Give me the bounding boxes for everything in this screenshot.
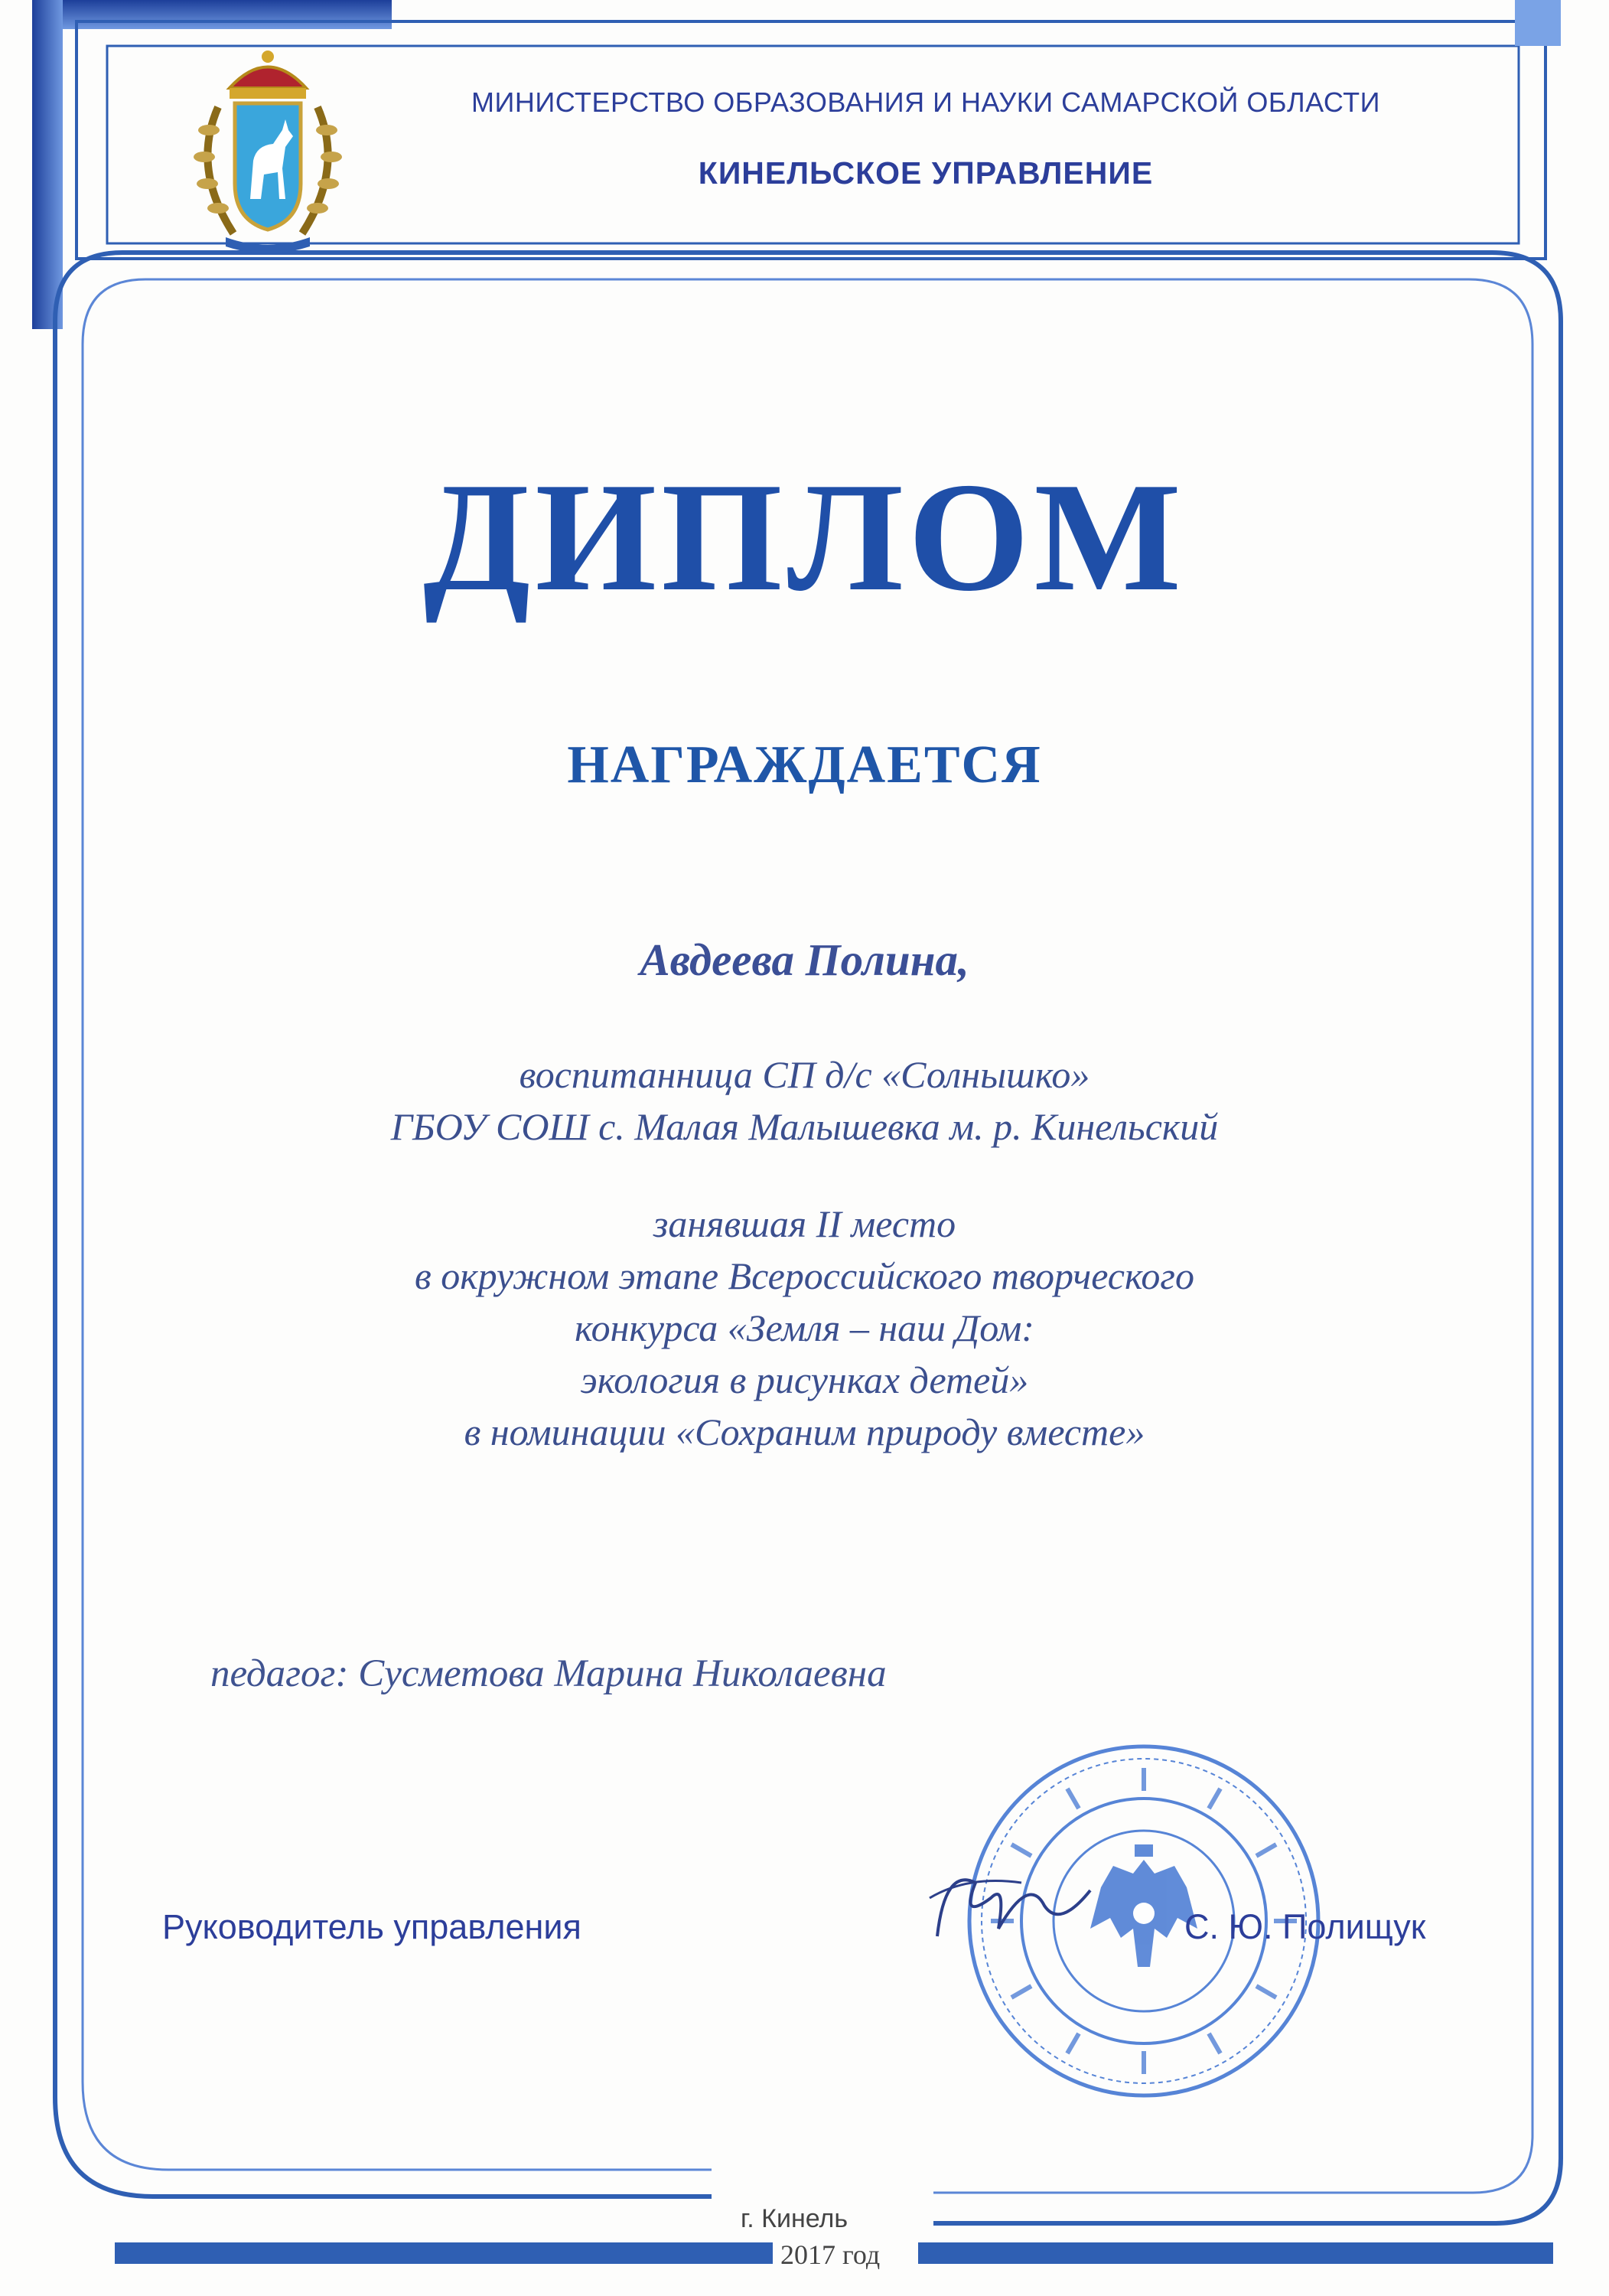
achievement-line: в окружном этапе Всероссийского творческого [415,1254,1194,1297]
samara-coat-of-arms-icon [187,46,348,253]
affiliation-block [0,1049,1609,1153]
achievement-line: экология в рисунках детей» [580,1358,1029,1401]
affiliation-line: воспитанница СП д/с «Солнышко» [519,1053,1090,1096]
ministry-title: МИНИСТЕРСТВО ОБРАЗОВАНИЯ И НАУКИ САМАРСКОЙ ОБЛАСТИ [471,86,1381,118]
department-title: КИНЕЛЬСКОЕ УПРАВЛЕНИЕ [698,155,1154,191]
achievement-block [0,1198,1609,1458]
signatory-role: Руководитель управления [162,1907,581,1946]
achievement-line: конкурса «Земля – наш Дом: [575,1306,1034,1349]
teacher-line: педагог: Сусметова Марина Николаевна [210,1652,887,1695]
awarded-heading: НАГРАЖДАЕТСЯ [567,735,1042,794]
signatory-name: С. Ю. Полищук [1184,1907,1426,1946]
achievement-line: в номинации «Сохраним природу вместе» [464,1411,1145,1453]
year-label: 2017 год [780,2239,881,2270]
recipient-name: Авдеева Полина, [640,934,969,985]
city-label: г. Кинель [741,2204,848,2233]
achievement-line: занявшая II место [653,1202,956,1245]
handwritten-signature-icon [914,1852,1113,1967]
affiliation-line: ГБОУ СОШ с. Малая Малышевка м. р. Кинельский [390,1105,1219,1148]
diploma-title: ДИПЛОМ [423,451,1186,624]
